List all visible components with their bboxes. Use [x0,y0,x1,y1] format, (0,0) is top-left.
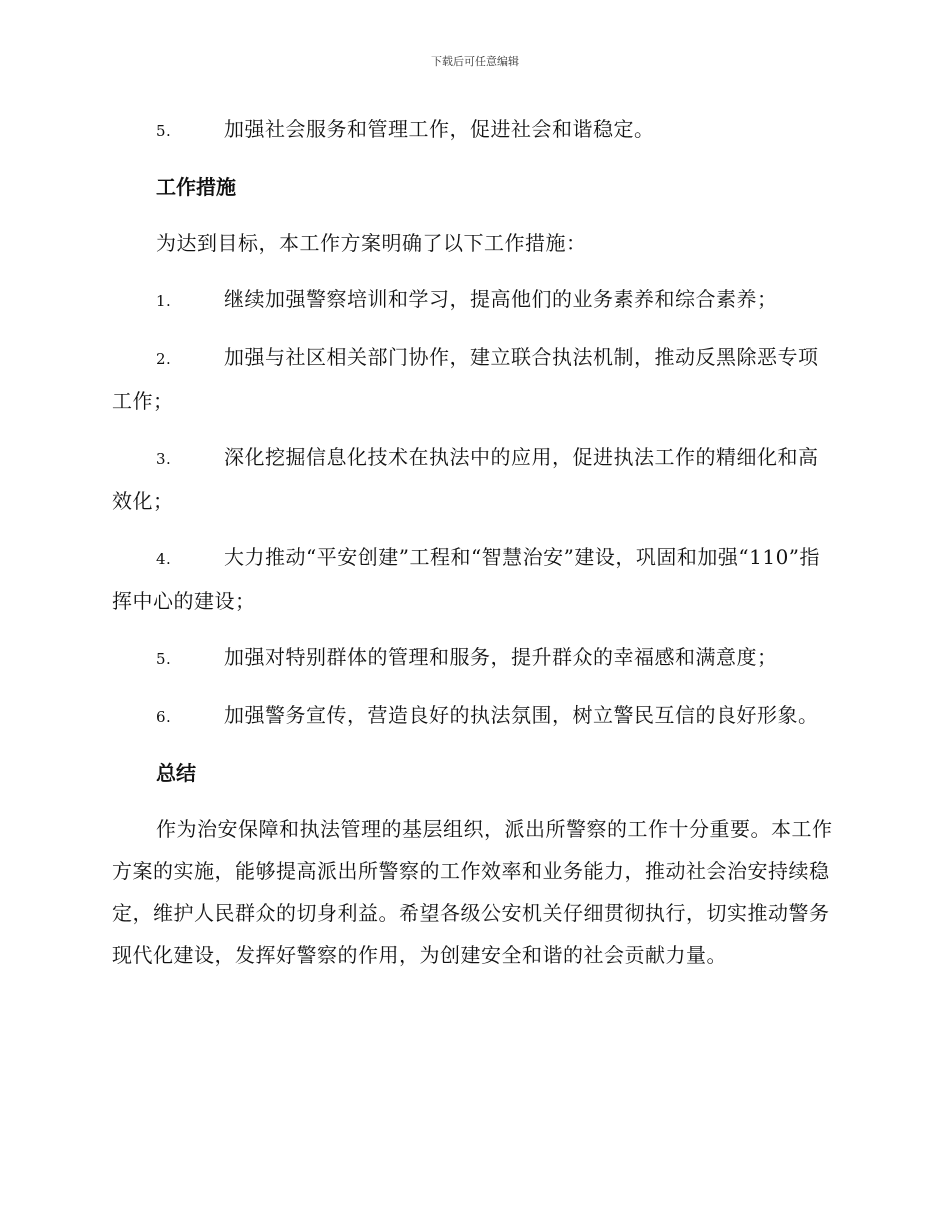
list-item-number: 3. [156,450,172,468]
list-item-number: 2. [156,350,172,368]
section-heading-measures: 工作措施 [156,175,236,199]
list-item-top [112,108,836,152]
list-item-number: 5. [156,122,172,140]
measures-intro: 为达到目标，本工作方案明确了以下工作措施： [156,231,587,255]
list-item-number: 6. [156,708,172,726]
list-item-text: 加强与社区相关部门协作，建立联合执法机制，推动反黑除恶专项工作； [112,345,819,413]
list-item-text: 大力推动“平安创建”工程和“智慧治安”建设，巩固和加强“110”指挥中心的建设； [112,545,821,613]
list-item [112,336,836,422]
list-item-number: 1. [156,292,172,310]
list-item-text: 加强警务宣传，营造良好的执法氛围，树立警民互信的良好形象。 [224,703,819,727]
list-item [112,278,836,322]
list-item-number: 5. [156,650,172,668]
summary-paragraph: 作为治安保障和执法管理的基层组织，派出所警察的工作十分重要。本工作方案的实施，能够提高派出所警察的工作效率和业务能力，推动社会治安持续稳定，维护人民群众的切身利益。希望各级公安机关仔细贯彻执行，切实推动警务现代化建设，发挥好警察的作用，为创建安全和谐的社会贡献力量。 [112,817,833,967]
list-item [112,436,836,522]
list-item-text: 加强社会服务和管理工作，促进社会和谐稳定。 [224,117,655,141]
list-item [112,536,836,622]
section-heading-summary: 总结 [156,761,196,785]
list-item-text: 继续加强警察培训和学习，提高他们的业务素养和综合素养； [224,287,778,311]
document-body [112,108,836,990]
list-item-text: 深化挖掘信息化技术在执法中的应用，促进执法工作的精细化和高效化； [112,445,819,513]
list-item-text: 加强对特别群体的管理和服务，提升群众的幸福感和满意度； [224,645,778,669]
page-header: 下载后可任意编辑 [431,55,519,68]
list-item-number: 4. [156,550,172,568]
list-item [112,636,836,680]
list-item [112,694,836,738]
